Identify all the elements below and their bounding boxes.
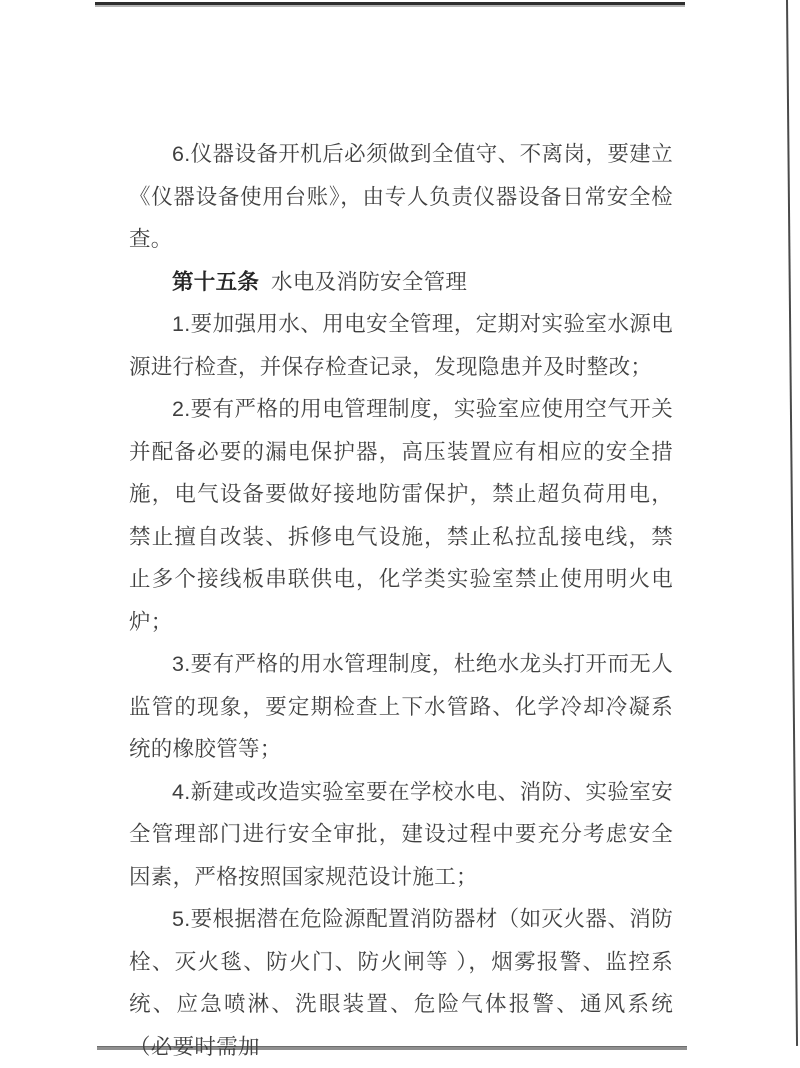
scan-edge-top bbox=[95, 2, 685, 5]
section-heading-number: 第十五条 bbox=[172, 269, 260, 294]
paragraph-item-3: 3.要有严格的用水管理制度，杜绝水龙头打开而无人监管的现象，要定期检查上下水管路、化学冷却冷凝系统的橡胶管等； bbox=[129, 652, 673, 761]
section-heading-title: 水电及消防安全管理 bbox=[271, 269, 468, 294]
paragraph-item-6: 6.仪器设备开机后必须做到全值守、不离岗，要建立《仪器设备使用台账》，由专人负责仪器设备日常安全检查。 bbox=[129, 142, 673, 251]
paragraph-item-4: 4.新建或改造实验室要在学校水电、消防、实验室安全管理部门进行安全审批，建设过程中要充分考虑安全因素，严格按照国家规范设计施工； bbox=[129, 779, 673, 889]
paragraph-item-2: 2.要有严格的用电管理制度，实验室应使用空气开关并配备必要的漏电保护器，高压装置应有相应的安全措施，电气设备要做好接地防雷保护，禁止超负荷用电，禁止擅自改装、拆修电气设施，禁止私拉乱接电线，禁止多个接线板串联供电，化学类实验室禁止使用明火电炉； bbox=[129, 397, 673, 634]
paragraph-item-1: 1.要加强用水、用电安全管理，定期对实验室水源电源进行检查，并保存检查记录，发现隐患并及时整改； bbox=[129, 312, 673, 379]
scan-edge-right bbox=[786, 0, 798, 1046]
paragraph-item-5: 5.要根据潜在危险源配置消防器材（如灭火器、消防栓、灭火毯、防火门、防火闸等 ），烟雾报警、监控系统、应急喷淋、洗眼装置、危险气体报警、通风系统（必要时需加 bbox=[129, 907, 673, 1059]
document-body bbox=[129, 133, 673, 1068]
section-heading bbox=[129, 261, 673, 304]
